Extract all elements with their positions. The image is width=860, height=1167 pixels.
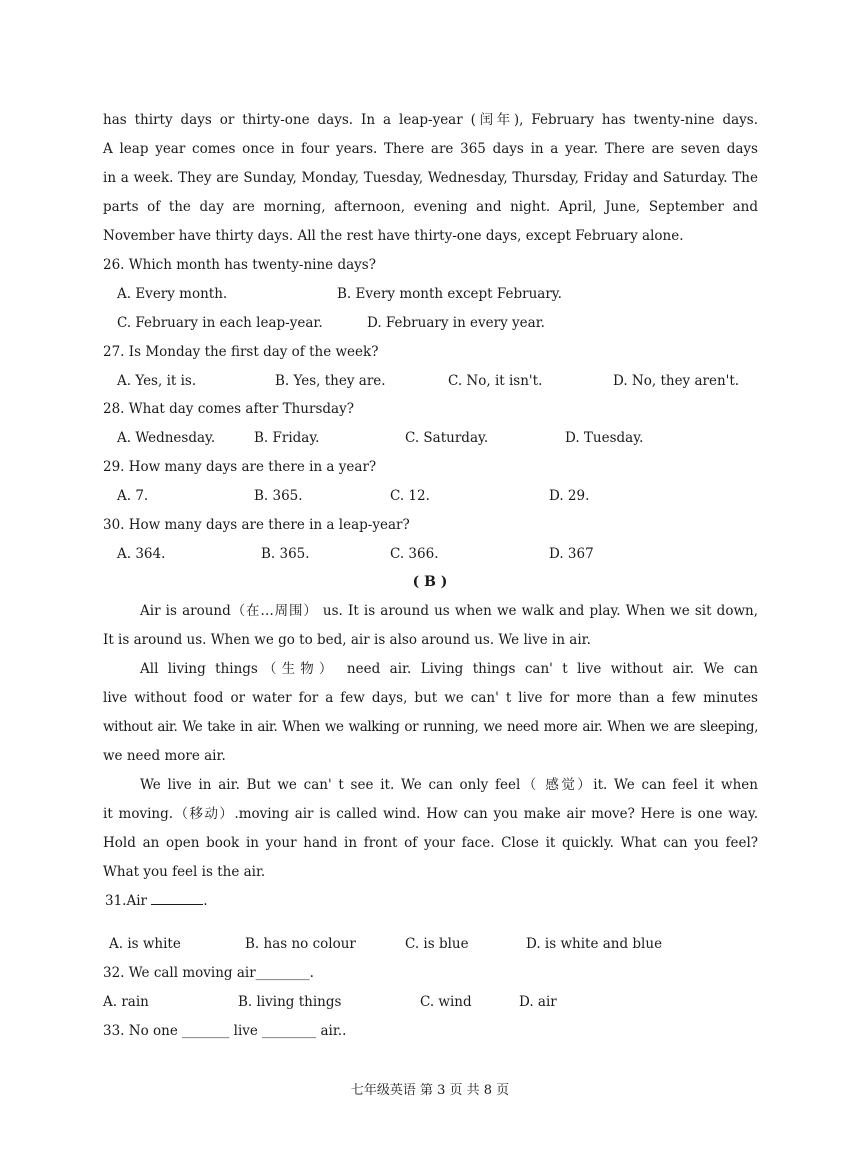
- question-27: 27. Is Monday the first day of the week?: [103, 344, 379, 360]
- q32-option-b: B. living things: [238, 994, 342, 1010]
- q30-option-c: C. 366.: [390, 546, 439, 562]
- q32-option-c: C. wind: [420, 994, 472, 1010]
- question-33: 33. No one _______ live ________ air..: [103, 1023, 347, 1039]
- question-30: 30. How many days are there in a leap-year?: [103, 517, 410, 533]
- page-footer: 七年级英语 第 3 页 共 8 页: [350, 1083, 510, 1098]
- question-32: 32. We call moving air________.: [103, 965, 314, 981]
- section-b-heading: ( B ): [412, 574, 448, 590]
- q26-option-d: D. February in every year.: [367, 315, 545, 331]
- passage-b-line: What you feel is the air.: [103, 864, 266, 880]
- passage-b-line: All living things（生物） need air. Living things can' t live without air. We can: [140, 661, 758, 677]
- passage-a-line: November have thirty days. All the rest have thirty-one days, except February alone.: [103, 228, 684, 244]
- passage-b-line: we need more air.: [103, 748, 226, 764]
- question-28: 28. What day comes after Thursday?: [103, 401, 354, 417]
- passage-b-line: It is around us. When we go to bed, air is also around us. We live in air.: [103, 632, 591, 648]
- q27-option-c: C. No, it isn't.: [448, 373, 543, 389]
- q29-option-b: B. 365.: [254, 488, 303, 504]
- q30-option-b: B. 365.: [261, 546, 310, 562]
- passage-a-line: A leap year comes once in four years. There are 365 days in a year. There are seven days: [103, 141, 758, 157]
- question-31: [105, 892, 208, 910]
- q31-option-a: A. is white: [109, 936, 181, 952]
- q26-option-c: C. February in each leap-year.: [117, 315, 323, 331]
- passage-b-line: We live in air. But we can' t see it. We can only feel（ 感觉）it. We can feel it when: [140, 777, 758, 793]
- q29-option-a: A. 7.: [117, 488, 149, 504]
- q32-option-a: A. rain: [103, 994, 149, 1010]
- passage-a-line: in a week. They are Sunday, Monday, Tuesday, Wednesday, Thursday, Friday and Saturday. The: [103, 170, 758, 186]
- passage-b-line: live without food or water for a few days, but we can' t live for more than a few minutes: [103, 690, 758, 706]
- q26-option-a: A. Every month.: [117, 286, 228, 302]
- q32-option-d: D. air: [519, 994, 557, 1010]
- q31-option-d: D. is white and blue: [526, 936, 663, 952]
- question-26: 26. Which month has twenty-nine days?: [103, 257, 376, 273]
- q27-option-b: B. Yes, they are.: [275, 373, 386, 389]
- q28-option-a: A. Wednesday.: [117, 430, 216, 446]
- q26-option-b: B. Every month except February.: [337, 286, 562, 302]
- passage-a-line: has thirty days or thirty-one days. In a leap-year (闰年), February has twenty-nine days.: [103, 112, 758, 128]
- question-29: 29. How many days are there in a year?: [103, 459, 377, 475]
- q28-option-d: D. Tuesday.: [565, 430, 644, 446]
- q27-option-d: D. No, they aren't.: [613, 373, 740, 389]
- q31-stem-prefix: 31.Air: [105, 893, 147, 909]
- q29-option-d: D. 29.: [549, 488, 590, 504]
- q30-option-d: D. 367: [549, 546, 594, 562]
- q31-option-c: C. is blue: [405, 936, 469, 952]
- q27-option-a: A. Yes, it is.: [117, 373, 197, 389]
- q31-option-b: B. has no colour: [245, 936, 356, 952]
- q28-option-b: B. Friday.: [254, 430, 320, 446]
- passage-b-line: it moving.（移动）.moving air is called wind. How can you make air move? Here is one way.: [103, 806, 758, 822]
- q30-option-a: A. 364.: [117, 546, 166, 562]
- answer-blank: [151, 892, 203, 905]
- q31-stem-suffix: .: [203, 893, 208, 909]
- passage-a-line: parts of the day are morning, afternoon, evening and night. April, June, September and: [103, 199, 758, 215]
- q29-option-c: C. 12.: [390, 488, 430, 504]
- passage-b-line: without air. We take in air. When we walking or running, we need more air. When we are sleeping,: [103, 719, 758, 735]
- q28-option-c: C. Saturday.: [405, 430, 489, 446]
- passage-b-line: Hold an open book in your hand in front of your face. Close it quickly. What can you feel?: [103, 835, 758, 851]
- passage-b-line: Air is around（在…周围） us. It is around us when we walk and play. When we sit down,: [140, 603, 758, 619]
